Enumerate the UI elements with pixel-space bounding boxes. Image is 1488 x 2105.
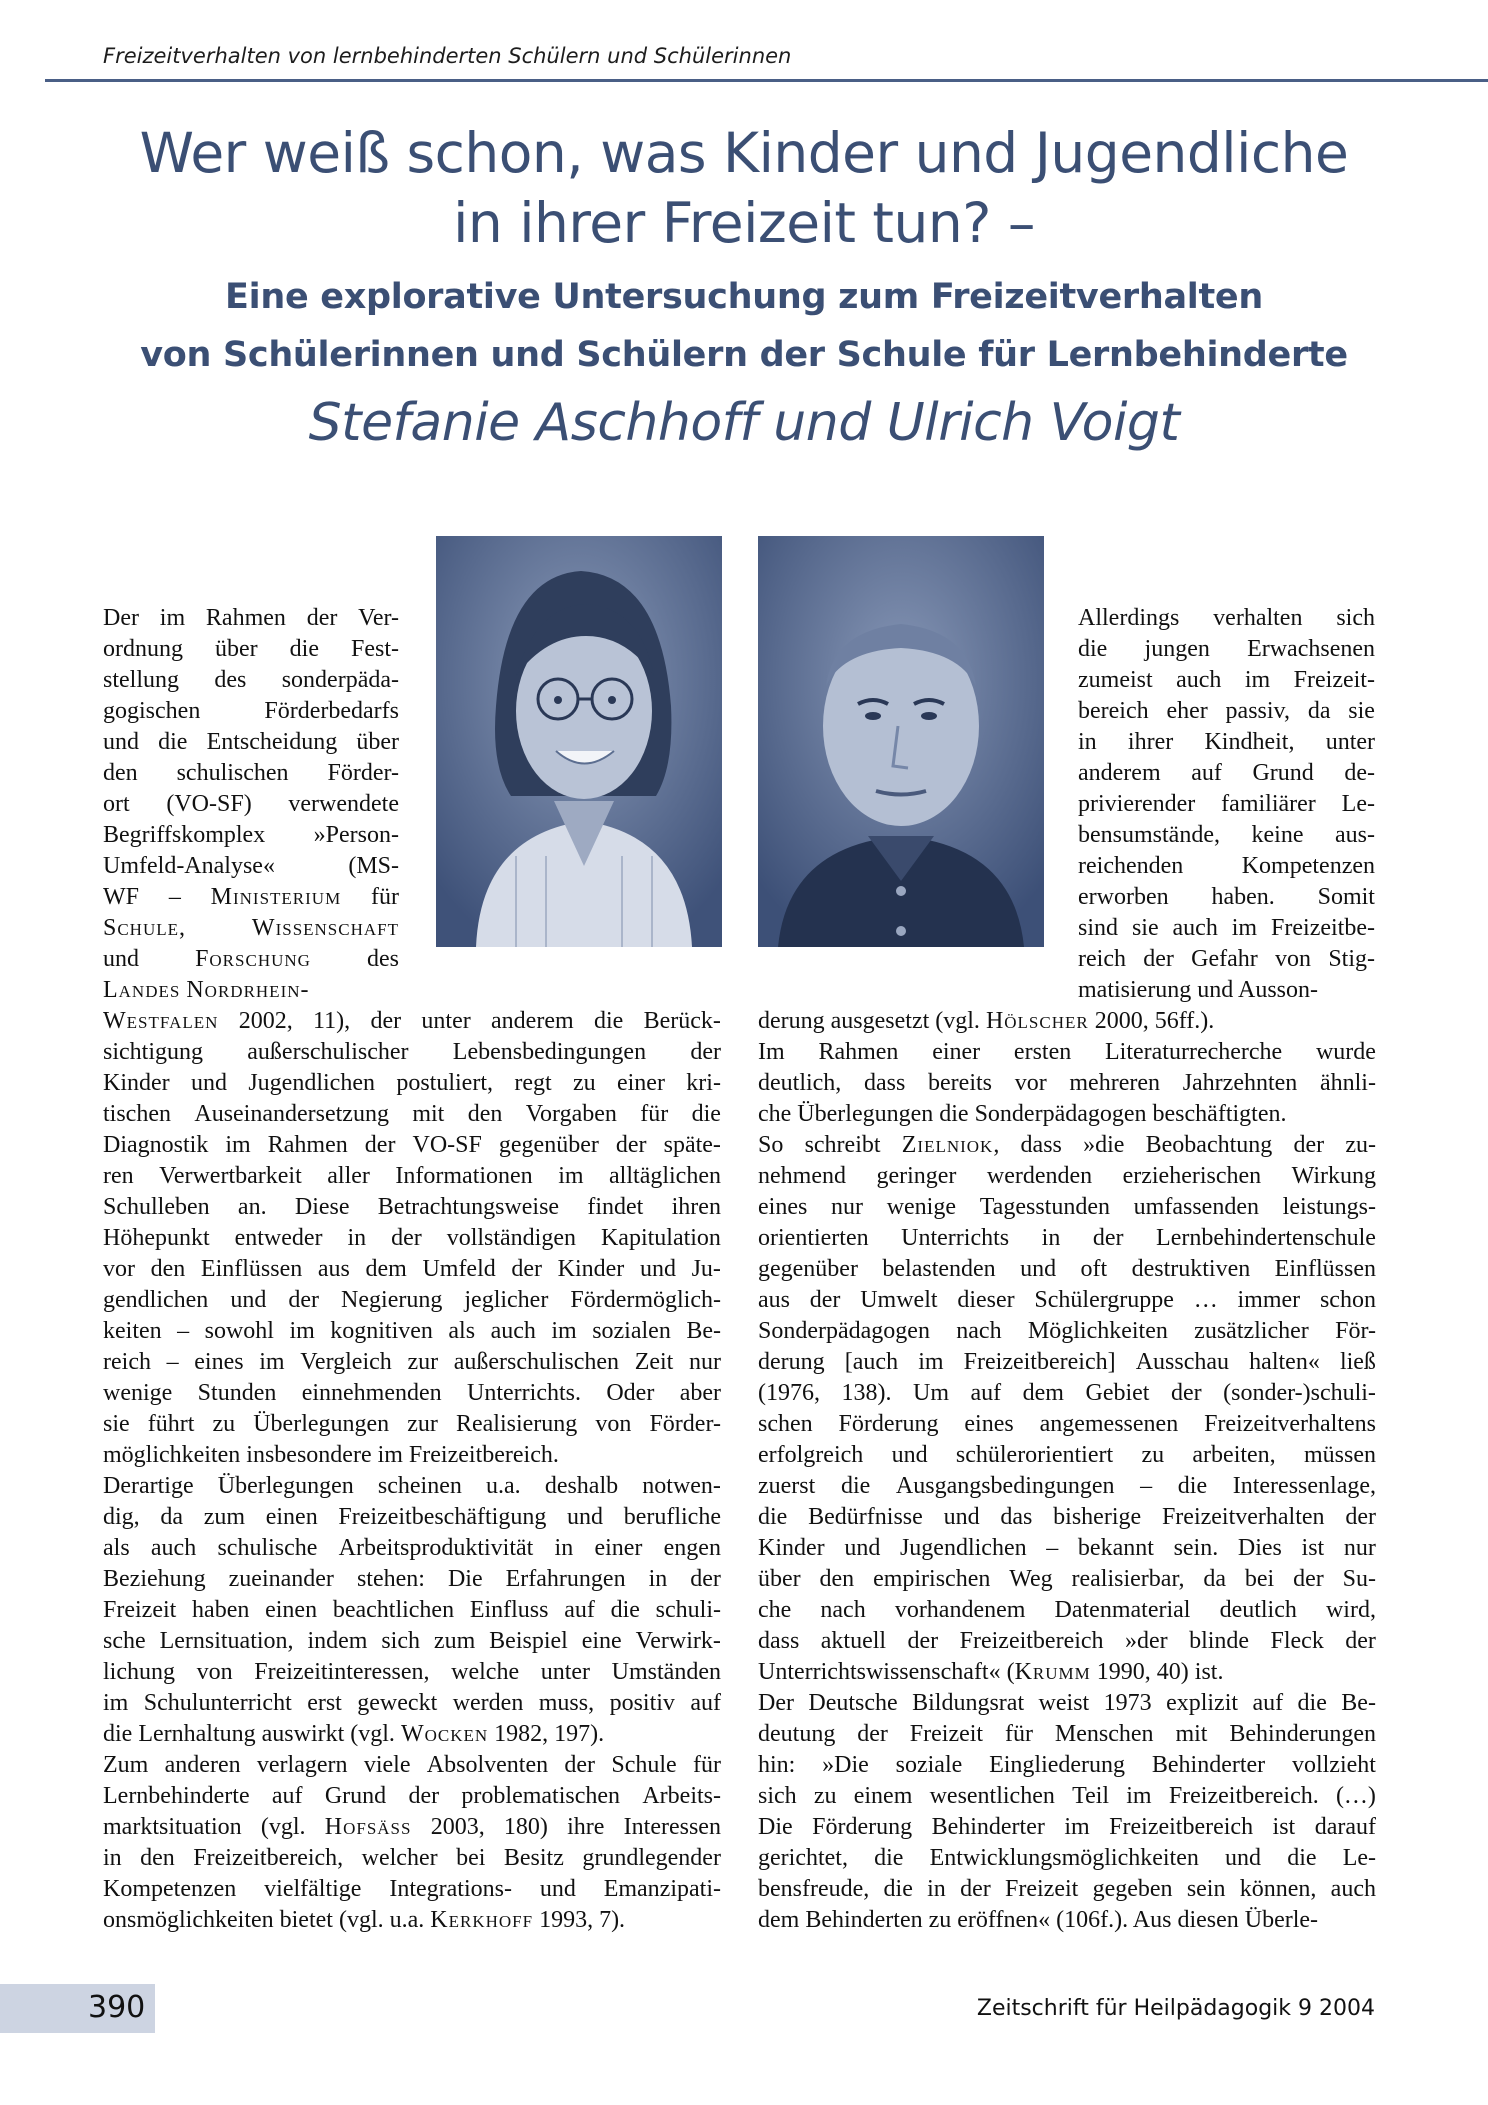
text-line: sich zu einem wesentlichen Teil im Freizeitbereich. (…): [758, 1783, 1376, 1809]
text-line: ordnung über die Fest-: [103, 636, 399, 662]
text-line: Freizeit haben einen beachtlichen Einfluss auf die schuli-: [103, 1597, 721, 1623]
text-line: Die Förderung Behinderter im Freizeitbereich ist darauf: [758, 1814, 1376, 1840]
text-line: Westfalen 2002, 11), der unter anderem die Berück-: [103, 1008, 721, 1034]
title-line-1: Wer weiß schon, was Kinder und Jugendliche: [139, 121, 1349, 185]
text-line: dass aktuell der Freizeitbereich »der blinde Fleck der: [758, 1628, 1376, 1654]
text-line: gogischen Förderbedarfs: [103, 698, 399, 724]
running-header: Freizeitverhalten von lernbehinderten Schülern und Schülerinnen: [103, 44, 792, 68]
text-line: Allerdings verhalten sich: [1078, 605, 1375, 631]
text-line: reich – eines im Vergleich zur außerschulischen Zeit nur: [103, 1349, 721, 1375]
text-line: reich der Gefahr von Stig-: [1078, 946, 1375, 972]
page-number: 390: [88, 1990, 146, 2025]
text-line: erfolgreich und schülerorientiert zu arbeiten, müssen: [758, 1442, 1376, 1468]
text-line: Landes Nordrhein-: [103, 977, 310, 1003]
text-line: bensfreude, die in der Freizeit gegeben sein können, auch: [758, 1876, 1376, 1902]
text-line: die Bedürfnisse und das bisherige Freizeitverhalten der: [758, 1504, 1376, 1530]
text-line: tischen Auseinandersetzung mit den Vorgaben für die: [103, 1101, 721, 1127]
text-line: deutlich, dass bereits vor mehreren Jahrzehnten ähnli-: [758, 1070, 1376, 1096]
text-line: Kinder und Jugendlichen – bekannt sein. Dies ist nur: [758, 1535, 1376, 1561]
text-line: stellung des sonderpäda-: [103, 667, 399, 693]
text-line: aus der Umwelt dieser Schülergruppe … immer schon: [758, 1287, 1376, 1313]
text-line: privierender familiärer Le-: [1078, 791, 1375, 817]
text-line: Beziehung zueinander stehen: Die Erfahrungen in der: [103, 1566, 721, 1592]
author-photo-woman: [436, 536, 722, 947]
text-line: erworben haben. Somit: [1078, 884, 1375, 910]
subtitle-line-2: von Schülerinnen und Schülern der Schule für Lernbehinderte: [140, 335, 1348, 375]
right-column-wrapped-text: [1078, 603, 1375, 1006]
author-photo-man: [758, 536, 1044, 947]
text-line: Sonderpädagogen nach Möglichkeiten zusätzlicher För-: [758, 1318, 1376, 1344]
right-column-text: [758, 1006, 1376, 1936]
text-line: sind sie auch im Freizeitbe-: [1078, 915, 1375, 941]
left-column-wrapped-text: [103, 603, 399, 1006]
text-line: reichenden Kompetenzen: [1078, 853, 1375, 879]
subtitle-line-1: Eine explorative Untersuchung zum Freizeitverhalten: [225, 277, 1263, 317]
text-line: (1976, 138). Um auf dem Gebiet der (sonder-)schuli-: [758, 1380, 1376, 1406]
title-line-2: in ihrer Freizeit tun? –: [453, 191, 1035, 255]
text-line: und die Entscheidung über: [103, 729, 399, 755]
text-line: hin: »Die soziale Eingliederung Behinderter vollzieht: [758, 1752, 1376, 1778]
text-line: schen Förderung eines angemessenen Freizeitverhaltens: [758, 1411, 1376, 1437]
text-line: möglichkeiten insbesondere im Freizeitbereich.: [103, 1442, 559, 1468]
text-line: zuerst die Ausgangsbedingungen – die Interessenlage,: [758, 1473, 1376, 1499]
text-line: den schulischen Förder-: [103, 760, 399, 786]
text-line: sche Lernsituation, indem sich zum Beispiel eine Verwirk-: [103, 1628, 721, 1654]
text-line: che nach vorhandenem Datenmaterial deutlich wird,: [758, 1597, 1376, 1623]
text-line: im Schulunterricht erst geweckt werden muss, positiv auf: [103, 1690, 721, 1716]
text-line: als auch schulische Arbeitsproduktivität in einer engen: [103, 1535, 721, 1561]
article-subtitle: [0, 268, 1488, 384]
text-line: matisierung und Ausson-: [1078, 977, 1318, 1003]
text-line: Im Rahmen einer ersten Literaturrecherche wurde: [758, 1039, 1376, 1065]
text-line: Kompetenzen vielfältige Integrations- und Emanzipati-: [103, 1876, 721, 1902]
text-line: eines nur wenige Tagesstunden umfassenden leistungs-: [758, 1194, 1376, 1220]
text-line: Umfeld-Analyse« (MS-: [103, 853, 399, 879]
left-column-text: [103, 1006, 721, 1936]
text-line: dig, da zum einen Freizeitbeschäftigung und berufliche: [103, 1504, 721, 1530]
text-line: Unterrichtswissenschaft« (Krumm 1990, 40) ist.: [758, 1659, 1224, 1685]
journal-footer: Zeitschrift für Heilpädagogik 9 2004: [976, 1996, 1375, 2021]
text-line: über den empirischen Weg realisierbar, da bei der Su-: [758, 1566, 1376, 1592]
text-line: dem Behinderten zu eröffnen« (106f.). Aus diesen Überle-: [758, 1907, 1319, 1933]
text-line: Der Deutsche Bildungsrat weist 1973 explizit auf die Be-: [758, 1690, 1376, 1716]
text-line: Zum anderen verlagern viele Absolventen der Schule für: [103, 1752, 721, 1778]
text-line: ort (VO-SF) verwendete: [103, 791, 399, 817]
text-line: Kinder und Jugendlichen postuliert, regt zu einer kri-: [103, 1070, 721, 1096]
text-line: So schreibt Zielniok, dass »die Beobachtung der zu-: [758, 1132, 1376, 1158]
text-line: derung ausgesetzt (vgl. Hölscher 2000, 56ff.).: [758, 1008, 1215, 1034]
text-line: Schule, Wissenschaft: [103, 915, 399, 941]
text-line: deutung der Freizeit für Menschen mit Behinderungen: [758, 1721, 1376, 1747]
text-line: Lernbehinderte auf Grund der problematischen Arbeits-: [103, 1783, 721, 1809]
text-line: wenige Stunden einnehmenden Unterrichts. Oder aber: [103, 1380, 721, 1406]
text-line: sichtigung außerschulischer Lebensbedingungen der: [103, 1039, 721, 1065]
text-line: lichung von Freizeitinteressen, welche unter Umständen: [103, 1659, 721, 1685]
text-line: Höhepunkt entweder in der vollständigen Kapitulation: [103, 1225, 721, 1251]
article-authors: Stefanie Aschhoff und Ulrich Voigt: [308, 393, 1180, 453]
article-title: [0, 118, 1488, 258]
text-line: ren Verwertbarkeit aller Informationen im alltäglichen: [103, 1163, 721, 1189]
text-line: Begriffskomplex »Person-: [103, 822, 399, 848]
text-line: Diagnostik im Rahmen der VO-SF gegenüber der späte-: [103, 1132, 721, 1158]
text-line: WF – Ministerium für: [103, 884, 399, 910]
text-line: nehmend geringer werdenden erzieherischen Wirkung: [758, 1163, 1376, 1189]
text-line: marktsituation (vgl. Hofsäss 2003, 180) ihre Interessen: [103, 1814, 721, 1840]
text-line: gegenüber belastenden und oft destruktiven Einflüssen: [758, 1256, 1376, 1282]
text-line: sie führt zu Überlegungen zur Realisierung von Förder-: [103, 1411, 721, 1437]
text-line: bereich eher passiv, da sie: [1078, 698, 1375, 724]
text-line: zumeist auch im Freizeit-: [1078, 667, 1375, 693]
header-rule: [45, 79, 1488, 82]
text-line: derung [auch im Freizeitbereich] Ausschau halten« ließ: [758, 1349, 1376, 1375]
text-line: Der im Rahmen der Ver-: [103, 605, 399, 631]
text-line: in ihrer Kindheit, unter: [1078, 729, 1375, 755]
text-line: bensumstände, keine aus-: [1078, 822, 1375, 848]
text-line: gerichtet, die Entwicklungsmöglichkeiten und die Le-: [758, 1845, 1376, 1871]
text-line: und Forschung des: [103, 946, 399, 972]
text-line: gendlichen und der Negierung jeglicher Fördermöglich-: [103, 1287, 721, 1313]
text-line: Derartige Überlegungen scheinen u.a. deshalb notwen-: [103, 1473, 721, 1499]
text-line: onsmöglichkeiten bietet (vgl. u.a. Kerkhoff 1993, 7).: [103, 1907, 626, 1933]
text-line: Schulleben an. Diese Betrachtungsweise findet ihren: [103, 1194, 721, 1220]
text-line: keiten – sowohl im kognitiven als auch im sozialen Be-: [103, 1318, 721, 1344]
text-line: vor den Einflüssen aus dem Umfeld der Kinder und Ju-: [103, 1256, 721, 1282]
text-line: die jungen Erwachsenen: [1078, 636, 1375, 662]
text-line: che Überlegungen die Sonderpädagogen beschäftigten.: [758, 1101, 1287, 1127]
text-line: in den Freizeitbereich, welcher bei Besitz grundlegender: [103, 1845, 721, 1871]
text-line: orientierten Unterrichts in der Lernbehindertenschule: [758, 1225, 1376, 1251]
text-line: anderem auf Grund de-: [1078, 760, 1375, 786]
text-line: die Lernhaltung auswirkt (vgl. Wocken 1982, 197).: [103, 1721, 605, 1747]
